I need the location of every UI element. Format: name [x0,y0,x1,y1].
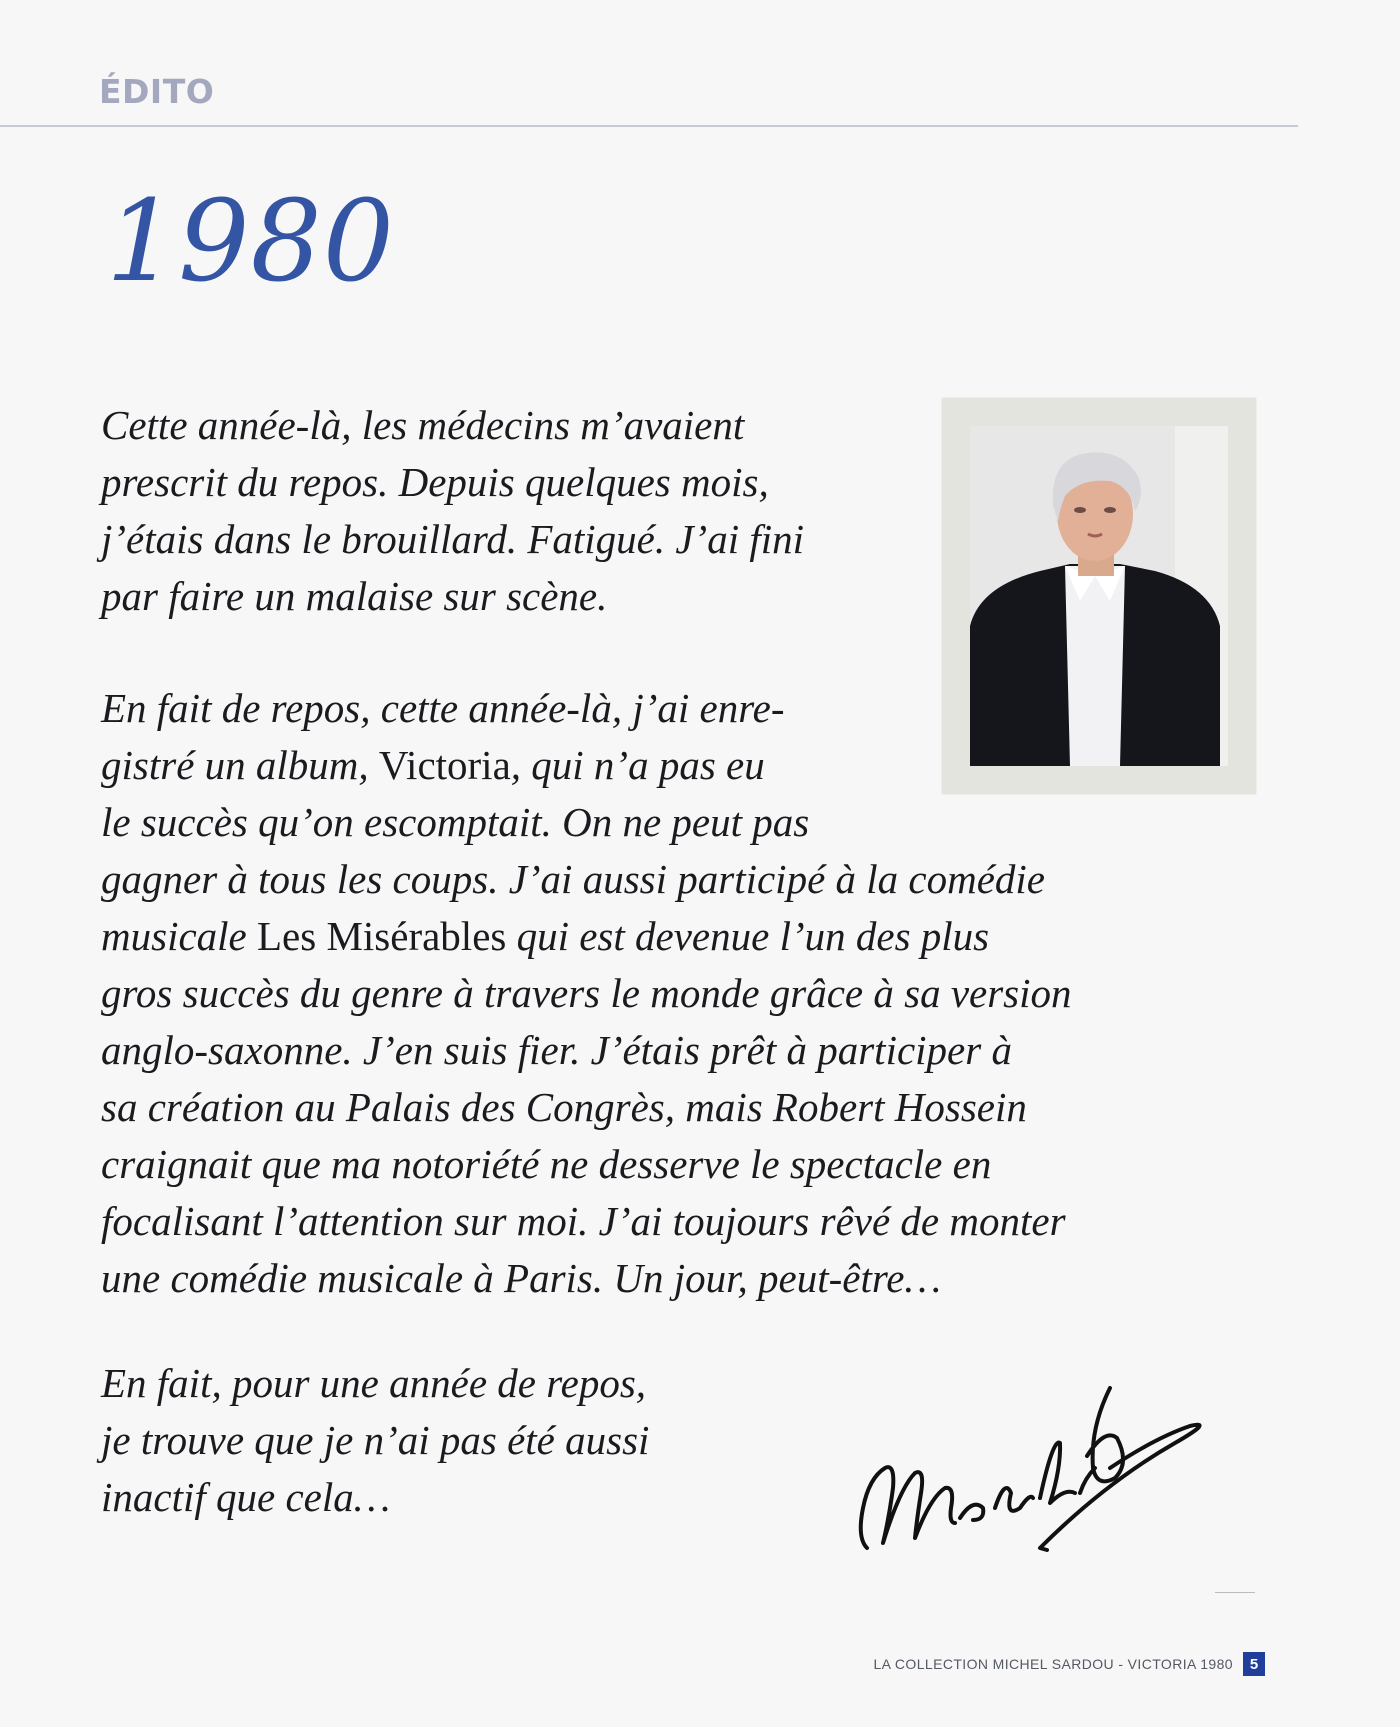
header-divider [0,125,1298,127]
text-line: En fait, pour une année de repos, [101,1360,647,1406]
page-footer [873,1652,1265,1676]
text-line: En fait de repos, cette année-là, j’ai enre- [101,685,785,731]
paragraph-album [101,680,1251,1307]
section-label: ÉDITO [99,72,215,111]
page-title: 1980 [106,177,396,307]
paragraph-intro [101,397,1251,625]
text-line: j’étais dans le brouillard. Fatigué. J’ai fini [101,516,805,562]
page-number-badge: 5 [1243,1652,1265,1676]
text-line: focalisant l’attention sur moi. J’ai toujours rêvé de monter [101,1198,1066,1244]
text-line: le succès qu’on escomptait. On ne peut pas [101,799,810,845]
text-segment: gistré un album, [101,742,379,788]
footer-collection-text: LA COLLECTION MICHEL SARDOU - VICTORIA 1980 [873,1656,1233,1672]
text-line [101,908,1251,965]
text-line: Cette année-là, les médecins m’avaient [101,402,745,448]
text-segment: qui est devenue l’un des plus [506,913,990,959]
text-line: gros succès du genre à travers le monde grâce à sa version [101,970,1072,1016]
text-line: je trouve que je n’ai pas été aussi [101,1417,650,1463]
divider [1215,1592,1255,1593]
album-title: Victoria [378,742,511,788]
text-line: craignait que ma notoriété ne desserve le spectacle en [101,1141,992,1187]
musical-title: Les Misérables [257,913,507,959]
text-line: par faire un malaise sur scène. [101,573,608,619]
handwritten-signature [855,1368,1245,1588]
text-line [101,737,1251,794]
text-line: une comédie musicale à Paris. Un jour, peut-être… [101,1255,941,1301]
text-segment: , qui n’a pas eu [510,742,765,788]
text-line: inactif que cela… [101,1474,391,1520]
text-line: gagner à tous les coups. J’ai aussi participé à la comédie [101,856,1046,902]
text-line: prescrit du repos. Depuis quelques mois, [101,459,769,505]
text-line: anglo-saxonne. J’en suis fier. J’étais prêt à participer à [101,1027,1012,1073]
text-line: sa création au Palais des Congrès, mais Robert Hossein [101,1084,1027,1130]
text-segment: musicale [101,913,257,959]
